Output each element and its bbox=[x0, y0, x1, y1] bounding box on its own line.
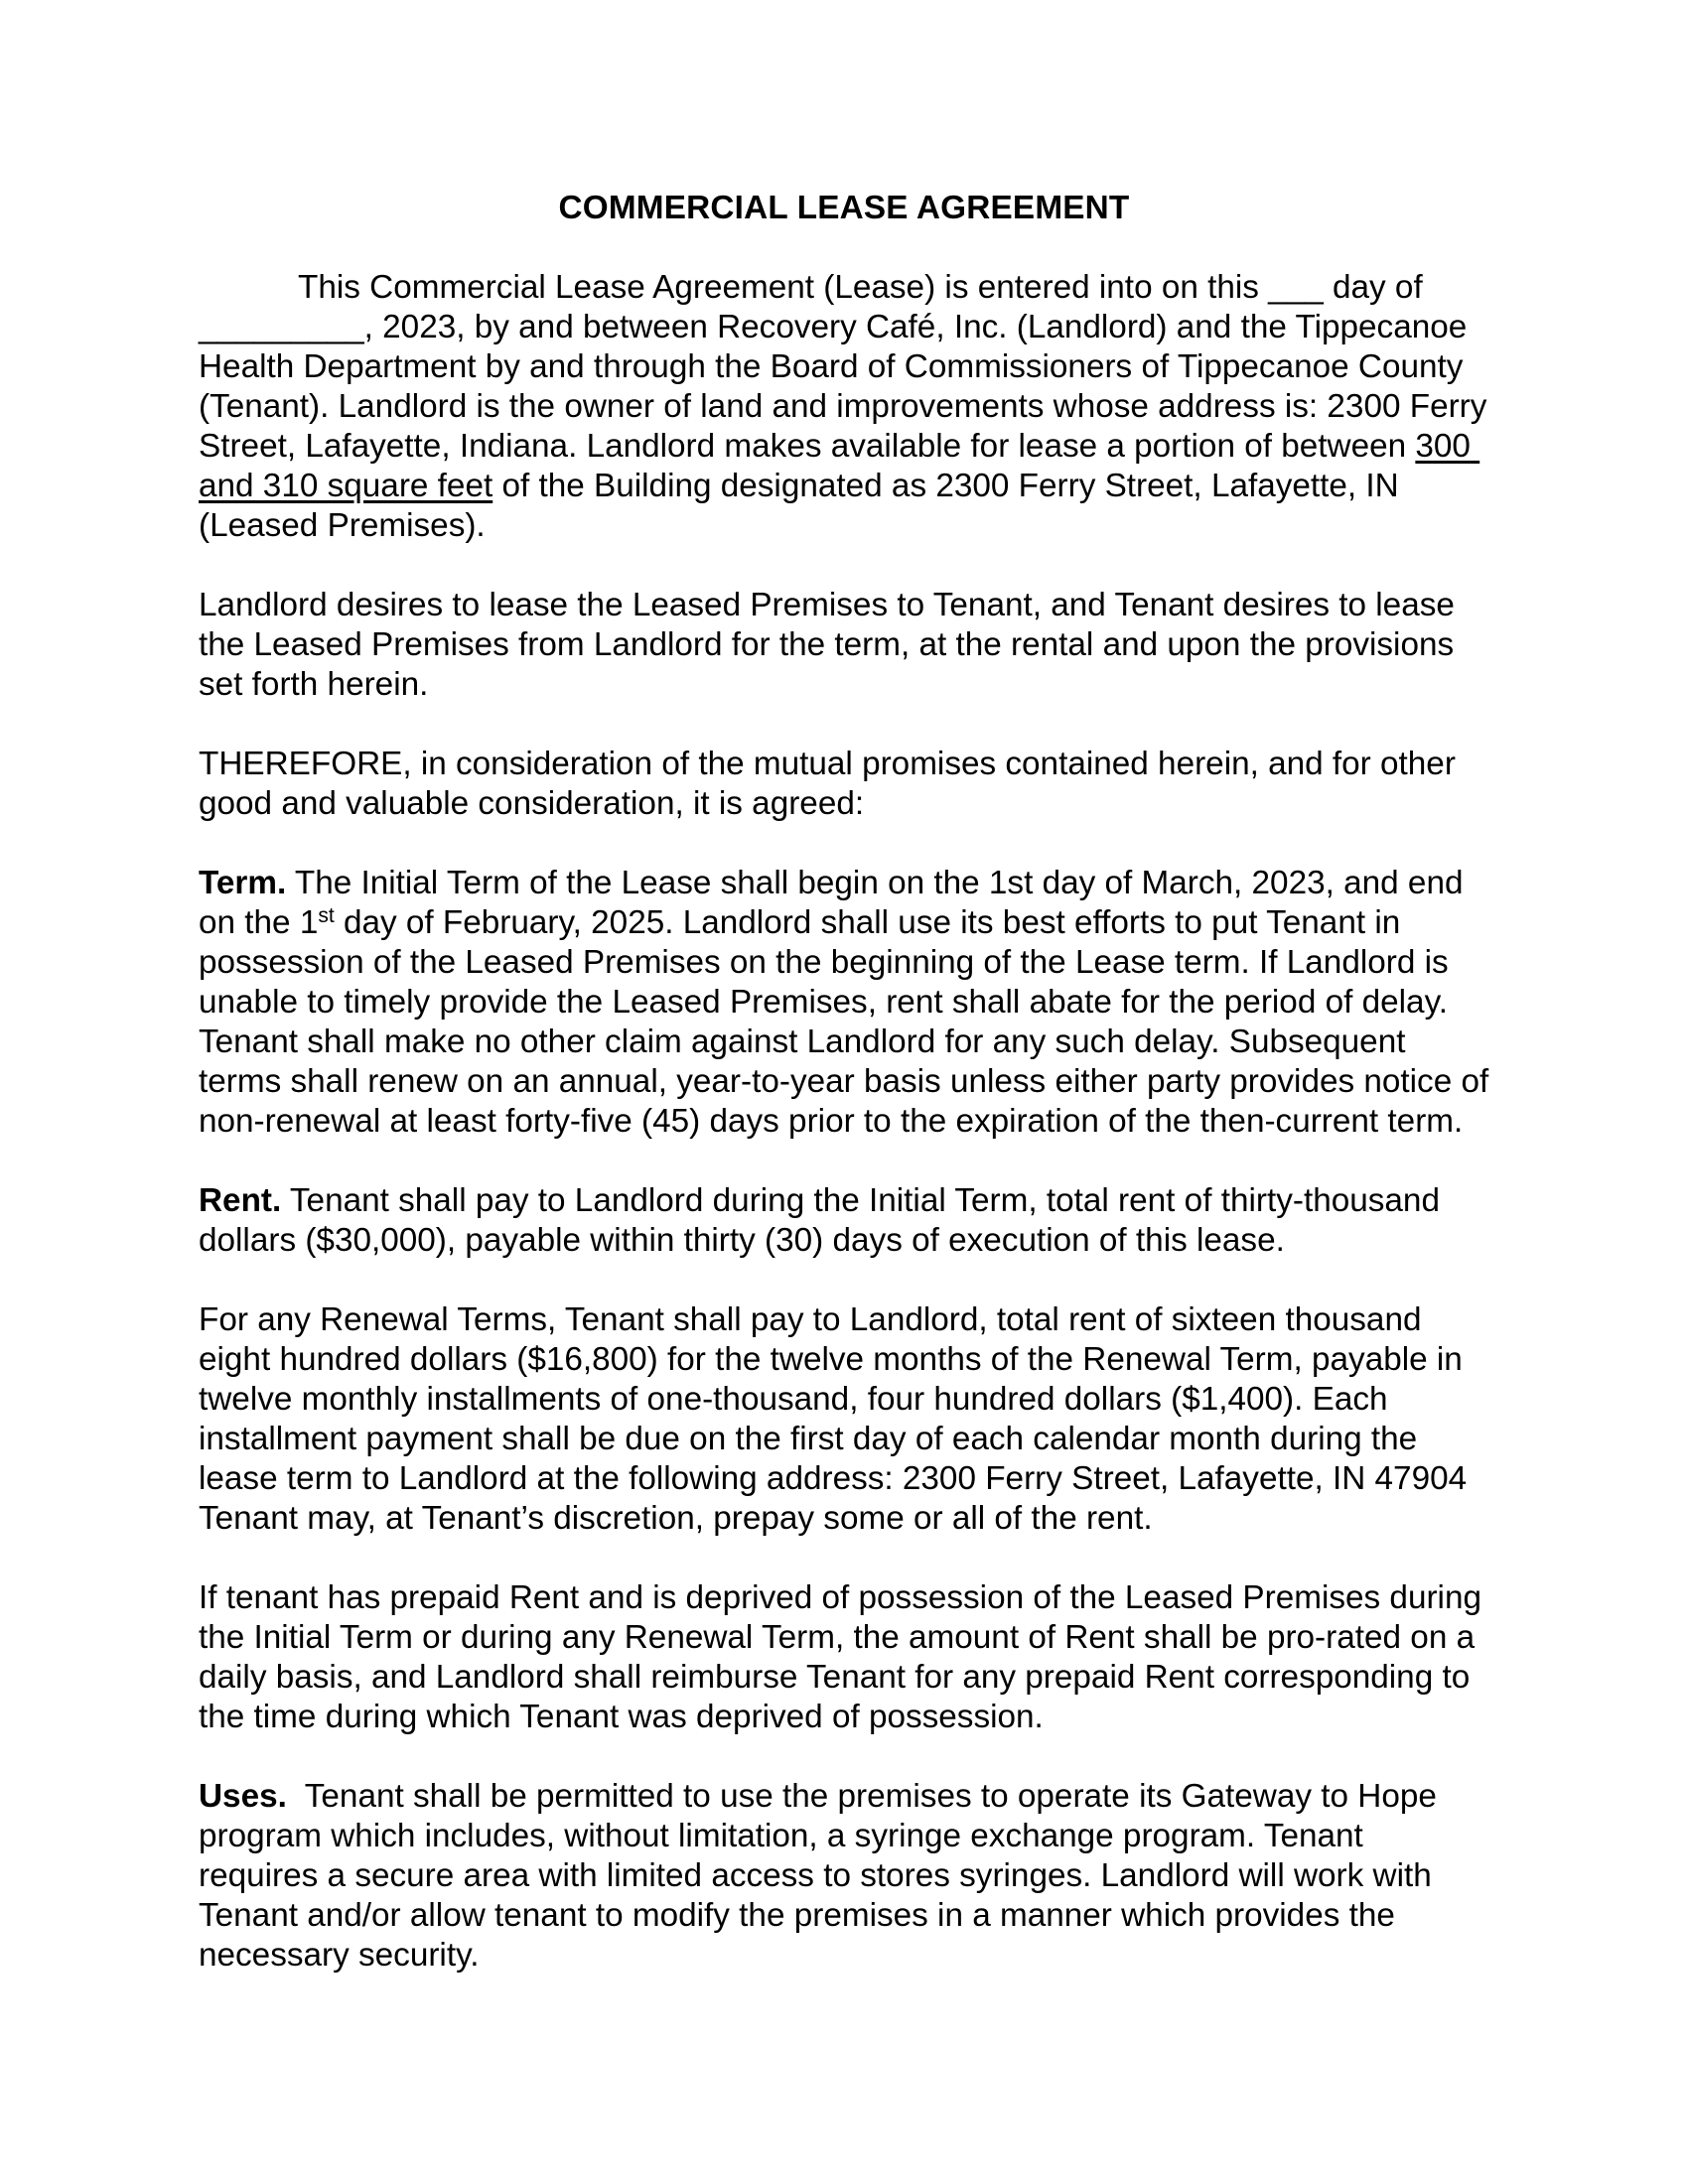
paragraph-prepaid-rent bbox=[199, 1578, 1489, 1737]
prepaid-rent-text: If tenant has prepaid Rent and is deprived of possession of the Leased Premises during the Initial Term or during any Renewal Term, the amount of Rent shall be pro-rated on a daily basis, and Landlord shall reimburse Tenant for any prepaid Rent corresponding to the time during which Tenant was deprived of possession. bbox=[199, 1579, 1491, 1735]
paragraph-rent bbox=[199, 1181, 1489, 1261]
paragraph-lease-desire bbox=[199, 586, 1489, 705]
lease-desire-text: Landlord desires to lease the Leased Premises to Tenant, and Tenant desires to lease the Leased Premises from Landlord for the term, at the rental and upon the provisions set forth herein. bbox=[199, 587, 1465, 703]
paragraph-term bbox=[199, 864, 1498, 1142]
uses-body-text: Tenant shall be permitted to use the premises to operate its Gateway to Hope program which includes, without limitation, a syringe exchange program. Tenant requires a secure area with limited access to stores syringes. Landlord will work with Tenant and/or allow tenant to modify the premises in a manner which provides the necessary security. bbox=[199, 1778, 1447, 1974]
intro-run-text-after: of the Building designated as 2300 Ferry Street, Lafayette, IN (Leased Premises). bbox=[199, 468, 1408, 544]
intro-run-text: This Commercial Lease Agreement (Lease) is entered into on this ___ day of _________, 2023, by and between Recovery Café, Inc. (Landlord) and the Tippecanoe Health Department by and through the Board of Commissioners of Tippecanoe County (Tenant). Landlord is the owner of land and improvements whose address is: 2300 Ferry Street, Lafayette, Indiana. Landlord makes available for lease a portion of between bbox=[199, 269, 1496, 465]
term-body-text: The Initial Term of the Lease shall begin on the 1st day of March, 2023, and end on the 1 bbox=[199, 865, 1473, 941]
rent-body-text: Tenant shall pay to Landlord during the Initial Term, total rent of thirty-thousand dollars ($30,000), payable within thirty (30) days of execution of this lease. bbox=[199, 1182, 1450, 1259]
therefore-text: THEREFORE, in consideration of the mutual promises contained herein, and for other good and valuable consideration, it is agreed: bbox=[199, 746, 1466, 822]
term-ordinal-superscript: st bbox=[318, 904, 335, 927]
paragraph-uses bbox=[199, 1777, 1489, 1976]
paragraph-renewal-rent bbox=[199, 1300, 1489, 1539]
document-title: COMMERCIAL LEASE AGREEMENT bbox=[558, 190, 1130, 226]
intro-underlined-square-feet: 300 and 310 square feet bbox=[199, 428, 1480, 504]
rent-heading-label: Rent. bbox=[199, 1182, 282, 1219]
uses-heading-label: Uses. bbox=[199, 1778, 287, 1815]
term-heading-label: Term. bbox=[199, 865, 287, 901]
paragraph-intro bbox=[199, 268, 1496, 546]
term-body-text-continued: day of February, 2025. Landlord shall use its best efforts to put Tenant in possession of the Leased Premises on the beginning of the Lease term. If Landlord is unable to timely provide the Leased Premises, rent shall abate for the period of delay. Tenant shall make no other claim against Landlord for any such delay. Subsequent terms shall renew on an annual, year-to-year basis unless either party provides notice of non-renewal at least forty-five (45) days prior to the expiration of the then-current term. bbox=[199, 904, 1498, 1140]
renewal-rent-text: For any Renewal Terms, Tenant shall pay to Landlord, total rent of sixteen thousand eight hundred dollars ($16,800) for the twelve months of the Renewal Term, payable in twelve monthly installments of one-thousand, four hundred dollars ($1,400). Each installment payment shall be due on the first day of each calendar month during the lease term to Landlord at the following address: 2300 Ferry Street, Lafayette, IN 47904 Tenant may, at Tenant’s discretion, prepay some or all of the rent. bbox=[199, 1301, 1476, 1537]
document-content bbox=[199, 189, 1498, 1976]
paragraph-therefore bbox=[199, 745, 1489, 824]
